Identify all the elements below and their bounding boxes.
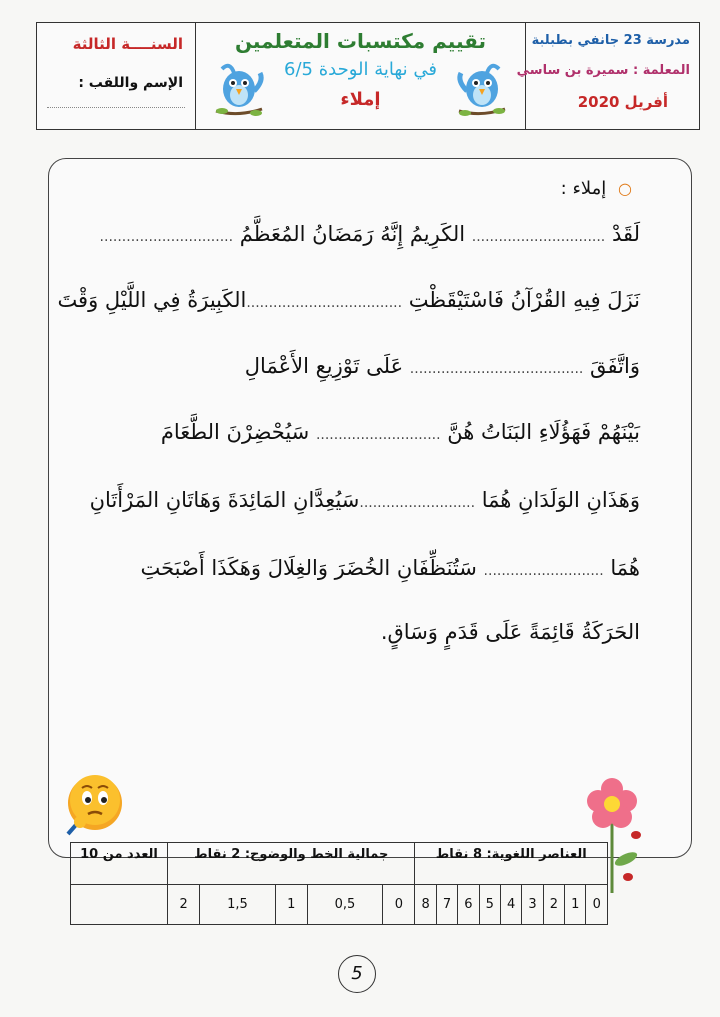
page-number [338, 955, 376, 993]
line-text: عَلَى تَوْزِيعِ الأَعْمَالِ [244, 354, 410, 378]
line-text: وَهَذَانِ الوَلَدَانِ هُمَا [475, 488, 640, 512]
subject-label: إملاء [340, 89, 381, 110]
bird-icon [210, 51, 268, 123]
worksheet-title: تقييم مكتسبات المتعلمين [234, 29, 487, 53]
line-text: نَزَلَ فِيهِ القُرْآنُ فَاسْتَيْقَظْتِ [402, 288, 640, 312]
grading-table [70, 842, 608, 925]
exercise-line [100, 222, 640, 246]
scale-cell[interactable]: 1,5 [200, 885, 275, 925]
scale-cell[interactable]: 4 [500, 885, 521, 925]
score-cell[interactable] [71, 885, 168, 925]
exercise-line [90, 488, 640, 512]
scale-cell[interactable]: 0 [383, 885, 415, 925]
language-label: العناصر اللغوية: 8 نقاط [415, 843, 608, 885]
page-number-text: 5 [351, 963, 363, 984]
bullet-icon: ○ [618, 179, 632, 198]
blank-field[interactable]: ........................... [483, 563, 604, 579]
scale-cell[interactable]: 5 [479, 885, 500, 925]
scale-cell[interactable]: 0,5 [307, 885, 382, 925]
line-text: بَيْنَهُمْ فَهَؤُلَاءِ البَنَاتُ هُنَّ [440, 420, 640, 444]
exercise-heading [561, 178, 632, 199]
scale-cell[interactable]: 2 [168, 885, 200, 925]
line-text: سَتُنَظِّفَانِ الخُضَرَ وَالغِلَالَ وَهَكَذَا أَصْبَحَتِ [140, 556, 484, 580]
exercise-line [161, 420, 640, 444]
line-text: الكَبِيرَةُ فِي اللَّيْلِ وَقْتَ [57, 288, 247, 312]
scale-cell[interactable]: 7 [436, 885, 457, 925]
header-box [36, 22, 700, 130]
exercise-title: إملاء : [560, 178, 607, 199]
scale-cell[interactable]: 3 [522, 885, 543, 925]
blank-field[interactable]: .............................. [471, 229, 606, 245]
blank-field[interactable]: ................................... [246, 295, 403, 311]
unit-label: في نهاية الوحدة 6/5 [284, 59, 437, 80]
line-text: هُمَا [603, 556, 640, 580]
blank-field[interactable]: .............................. [99, 229, 234, 245]
scale-cell[interactable]: 0 [586, 885, 608, 925]
name-label: الإسم واللقب : [78, 75, 183, 91]
exercise-line [57, 288, 640, 312]
scale-cell[interactable]: 1 [275, 885, 307, 925]
exercise-line [141, 556, 641, 580]
teacher-name: المعلمة : سميرة بن ساسي [516, 63, 690, 78]
school-name: مدرسة 23 جانفي بطبلبة [531, 33, 690, 48]
line-text: سَيُعِدَّانِ المَائِدَةَ وَهَاتَانِ المَرْأَتَانِ [89, 488, 360, 512]
blank-field[interactable]: .......................... [359, 495, 476, 511]
scale-cell[interactable]: 1 [565, 885, 586, 925]
score-label: العدد من 10 [71, 843, 168, 885]
thinking-emoji-icon [60, 770, 130, 840]
handwriting-label: جمالية الخط والوضوح: 2 نقاط [168, 843, 415, 885]
student-info-cell [37, 23, 195, 129]
scale-cell[interactable]: 8 [415, 885, 436, 925]
line-text: سَيُحْضِرْنَ الطَّعَامَ [160, 420, 316, 444]
grade-level: السنــــة الثالثة [72, 35, 183, 53]
blank-field[interactable]: ....................................... [409, 361, 584, 377]
scale-cell[interactable]: 6 [458, 885, 479, 925]
exam-date: أفريل 2020 [577, 93, 668, 111]
name-underline [47, 107, 185, 108]
school-info-cell [516, 23, 698, 129]
exercise-line [245, 354, 640, 378]
line-text: الحَرَكَةُ قَائِمَةً عَلَى قَدَمٍ وَسَاقٍ. [380, 620, 640, 644]
title-cell [195, 23, 525, 129]
bird-icon [453, 51, 511, 123]
line-text: لَقَدْ [605, 222, 640, 246]
line-text: الكَرِيمُ إِنَّهُ رَمَضَانُ المُعَظَّمُ [233, 222, 472, 246]
exercise-line [381, 620, 640, 644]
line-text: وَاتَّفَقَ [583, 354, 640, 378]
scale-cell[interactable]: 2 [543, 885, 564, 925]
blank-field[interactable]: ............................ [315, 427, 441, 443]
